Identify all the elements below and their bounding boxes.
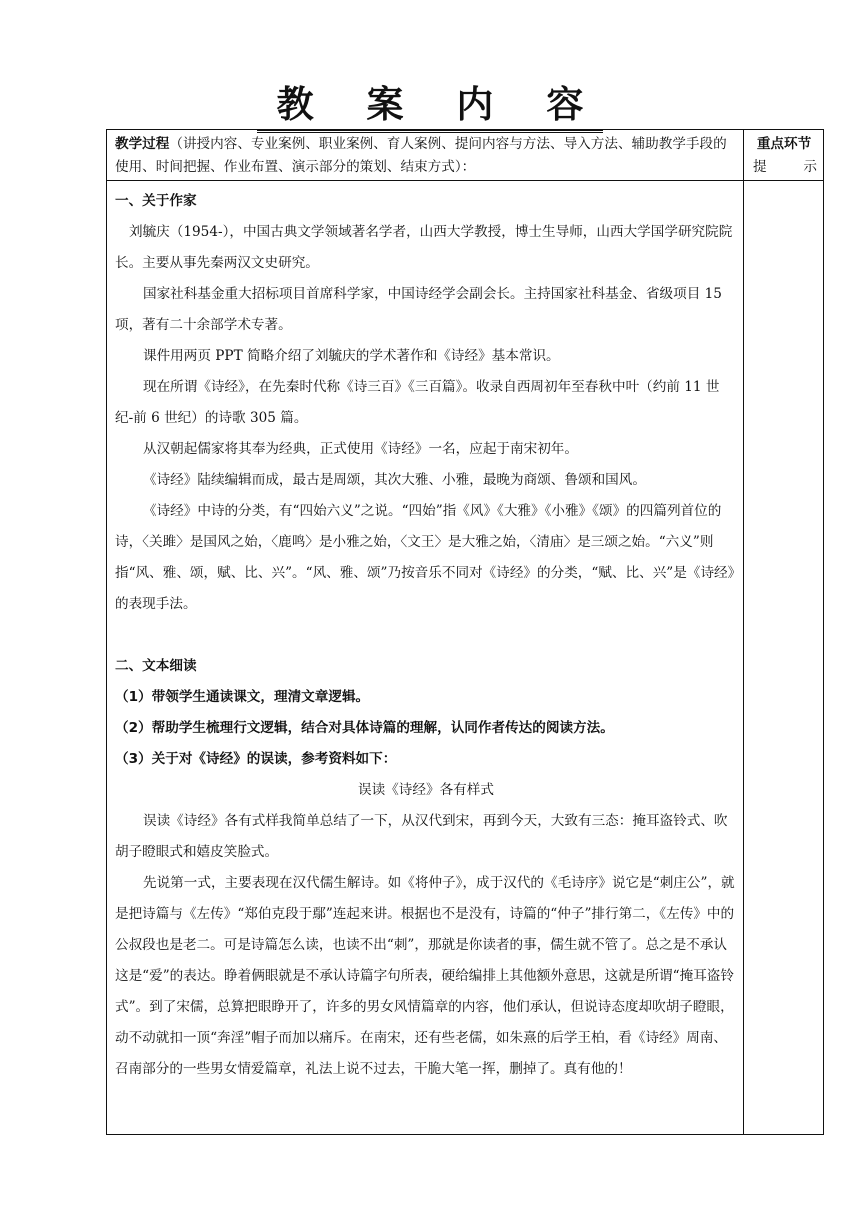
list-item: （1）带领学生通读课文，理清文章逻辑。 xyxy=(115,689,370,705)
list-item: （3）关于对《诗经》的误读，参考资料如下： xyxy=(115,751,397,767)
list-item: （2）帮助学生梳理行文逻辑，结合对具体诗篇的理解，认同作者传达的阅读方法。 xyxy=(115,720,614,736)
teaching-process-label: 教学过程 xyxy=(115,136,170,152)
paragraph: 《诗经》中诗的分类，有“四始六义”之说。“四始”指《风》《大雅》《小雅》《颂》的四篇列首位的诗，〈关雎〉是国风之始，〈鹿鸣〉是小雅之始，〈文王〉是大雅之始，〈清庙〉是三颂之始。“六义”则指“风、雅、颂，赋、比、兴”。“风、雅、颂”乃按音乐不同对《诗经》的分类，“赋、比、兴”是《诗经》的表现手法。 xyxy=(115,503,735,612)
page-title: 教 案 内 容 xyxy=(0,74,860,133)
paragraph: 刘毓庆（1954-），中国古典文学领域著名学者，山西大学教授，博士生导师，山西大学国学研究院院长。主要从事先秦两汉文史研究。 xyxy=(115,224,733,271)
key-points-label: 重点环节 xyxy=(756,136,812,152)
column-divider xyxy=(743,130,744,1134)
paragraph: 现在所谓《诗经》，在先秦时代称《诗三百》《三百篇》。收录自西周初年至春秋中叶（约前 11 世纪-前 6 世纪）的诗歌 305 篇。 xyxy=(115,379,720,426)
section-heading-close-reading: 二、文本细读 xyxy=(115,658,197,674)
paragraph: 从汉朝起儒家将其奉为经典，正式使用《诗经》一名，应起于南宋初年。 xyxy=(143,441,578,457)
paragraph: 《诗经》陆续编辑而成，最古是周颂，其次大雅、小雅，最晚为商颂、鲁颂和国风。 xyxy=(143,472,646,488)
hint-label: 提 示 xyxy=(753,159,817,175)
key-points-header xyxy=(743,133,825,179)
paragraph: 国家社科基金重大招标项目首席科学家，中国诗经学会副会长。主持国家社科基金、省级项目 15 项，著有二十余部学术专著。 xyxy=(115,286,722,333)
section-heading-author: 一、关于作家 xyxy=(115,193,197,209)
lesson-plan-table xyxy=(106,129,824,1135)
paragraph: 课件用两页 PPT 简略介绍了刘毓庆的学术著作和《诗经》基本常识。 xyxy=(143,348,560,364)
reference-title: 误读《诗经》各有样式 xyxy=(358,782,494,798)
teaching-process-description: （讲授内容、专业案例、职业案例、育人案例、提问内容与方法、导入方法、辅助教学手段的使用、时间把握、作业布置、演示部分的策划、结束方式）： xyxy=(115,136,727,175)
teaching-content xyxy=(115,186,737,1085)
reference-paragraph: 先说第一式，主要表现在汉代儒生解诗。如《将仲子》，成于汉代的《毛诗序》说它是“刺庄公”，就是把诗篇与《左传》“郑伯克段于鄢”连起来讲。根据也不是没有，诗篇的“仲子”排行第二，《左传》中的公叔段也是老二。可是诗篇怎么读，也读不出“刺”，那就是你读者的事，儒生就不管了。总之是不承认这是“爱”的表达。睁着俩眼就是不承认诗篇字句所表，硬给编排上其他额外意思，这就是所谓“掩耳盗铃式”。到了宋儒，总算把眼睁开了，许多的男女风情篇章的内容，他们承认，但说诗态度却吹胡子瞪眼，动不动就扣一顶“奔淫”帽子而加以痛斥。在南宋，还有些老儒，如朱熹的后学王柏，看《诗经》周南、召南部分的一些男女情爱篇章，礼法上说不过去，干脆大笔一挥，删掉了。真有他的！ xyxy=(115,875,735,1077)
header-divider xyxy=(107,180,823,181)
teaching-process-header xyxy=(115,133,737,179)
reference-paragraph: 误读《诗经》各有式样我简单总结了一下，从汉代到宋，再到今天，大致有三态：掩耳盗铃式、吹胡子瞪眼式和嬉皮笑脸式。 xyxy=(115,813,728,860)
